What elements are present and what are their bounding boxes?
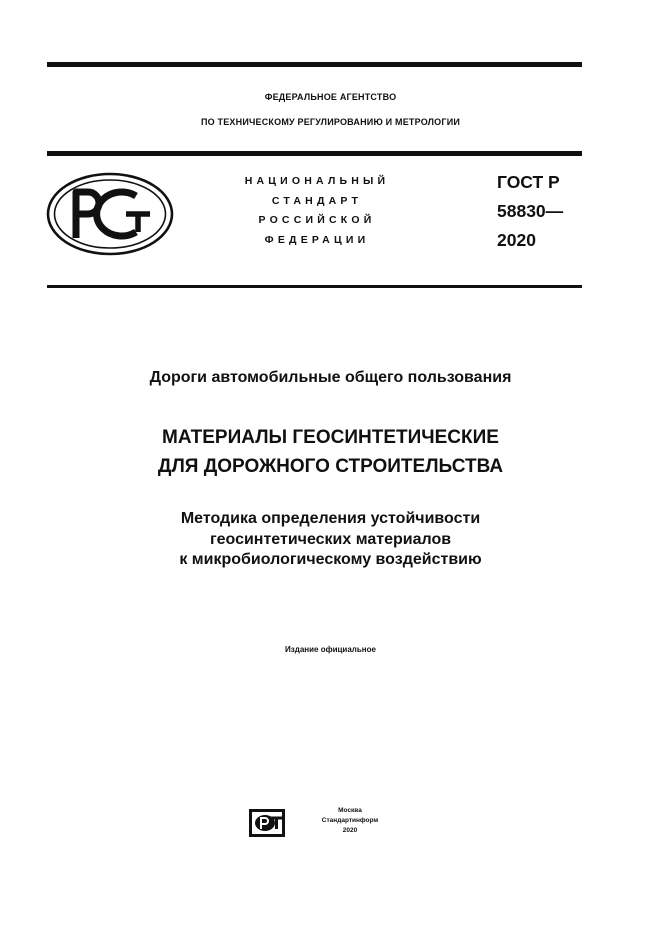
designation-line: ГОСТ Р — [497, 172, 560, 192]
top-rule — [47, 62, 582, 67]
publisher-text — [310, 806, 390, 836]
subtitle-line: Методика определения устойчивости — [180, 510, 481, 527]
publisher-year: 2020 — [342, 827, 358, 834]
edition-note: Издание официальное — [285, 645, 376, 654]
header-rule — [47, 151, 582, 156]
agency-name: ФЕДЕРАЛЬНОЕ АГЕНТСТВО — [264, 92, 397, 102]
standard-type-line: ФЕДЕРАЦИИ — [264, 233, 370, 246]
title-block-rule — [47, 285, 582, 288]
designation-line: 58830— — [497, 201, 564, 221]
designation-line: 2020 — [497, 230, 536, 250]
agency-department: ПО ТЕХНИЧЕСКОМУ РЕГУЛИРОВАНИЮ И МЕТРОЛОГИИ — [200, 117, 461, 127]
subtitle-line: к микробиологическому воздействию — [179, 551, 482, 568]
main-title — [0, 423, 661, 481]
publisher-name: Стандартинформ — [321, 817, 379, 824]
publisher-city: Москва — [338, 807, 362, 814]
standard-type-line: НАЦИОНАЛЬНЫЙ — [244, 175, 390, 187]
standard-type-block — [222, 172, 412, 250]
standard-designation — [497, 168, 563, 255]
subtitle — [0, 509, 661, 571]
main-title-line: ДЛЯ ДОРОЖНОГО СТРОИТЕЛЬСТВА — [157, 456, 504, 477]
publisher-block — [248, 806, 388, 840]
standartinform-logo-icon — [248, 808, 286, 838]
subtitle-line: геосинтетических материалов — [209, 530, 452, 548]
standard-type-line: СТАНДАРТ — [271, 194, 363, 207]
rst-gost-certification-mark-icon — [46, 172, 174, 256]
general-title: Дороги автомобильные общего пользования — [149, 369, 512, 386]
main-title-line: МАТЕРИАЛЫ ГЕОСИНТЕТИЧЕСКИЕ — [162, 427, 499, 448]
standard-type-line: РОССИЙСКОЙ — [258, 214, 376, 226]
